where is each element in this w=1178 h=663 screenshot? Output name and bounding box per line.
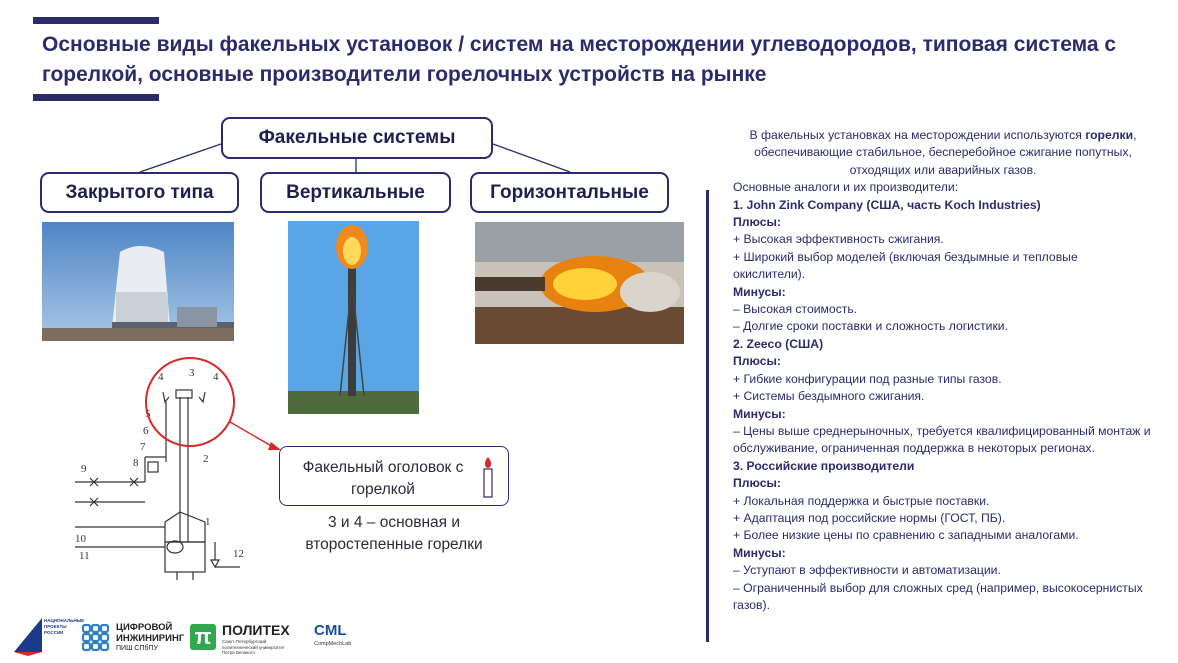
diagram-label-4-right: 4 <box>213 371 219 383</box>
flare-systems-label: Факельные системы <box>258 127 456 148</box>
m1-plus-heading: Плюсы: <box>733 215 781 230</box>
flame-icon <box>480 455 496 499</box>
digital-engineering-logo <box>82 622 185 658</box>
diagram-label-5: 5 <box>145 408 151 420</box>
digital-engineering-line1: ЦИФРОВОЙ <box>116 622 173 633</box>
diagram-label-3: 3 <box>189 367 195 379</box>
national-projects-text: НАЦИОНАЛЬНЫЕ ПРОЕКТЫ РОССИИ <box>44 618 85 635</box>
m1-plus-2: + Широкий выбор моделей (включая бездымные и тепловые окислители). <box>733 249 1078 282</box>
enclosed-flare-photo <box>42 222 234 341</box>
diagram-label-11: 11 <box>79 550 90 562</box>
vertical-box <box>260 172 451 213</box>
m3-minus-1: – Уступают в эффективности и автоматизации. <box>733 563 1001 578</box>
polytech-pi-icon: π <box>190 624 216 650</box>
intro-text-start: В факельных установках на месторождении используются <box>749 128 1086 142</box>
m3-plus-3: + Более низкие цены по сравнению с западными аналогами. <box>733 528 1079 543</box>
vertical-label: Вертикальные <box>286 181 425 203</box>
cml-name: CML <box>314 622 347 639</box>
m3-plus-1: + Локальная поддержка и быстрые поставки. <box>733 493 990 508</box>
m3-minus-heading: Минусы: <box>733 545 786 560</box>
digital-engineering-line2: ИНЖИНИРИНГ <box>116 633 185 644</box>
cml-logo <box>312 622 362 658</box>
callout-text: Факельный оголовок с горелкой <box>302 459 464 498</box>
m1-minus-1: – Высокая стоимость. <box>733 302 858 317</box>
diagram-label-6: 6 <box>143 425 149 437</box>
diagram-label-10: 10 <box>75 533 86 545</box>
intro-text-end: , обеспечивающие стабильное, бесперебойное сжигание попутных, отходящих или аварийных газов. <box>754 128 1137 177</box>
national-projects-logo <box>12 612 85 658</box>
m2-plus-1: + Гибкие конфигурации под разные типы газов. <box>733 371 1002 386</box>
manufacturer-3-heading: 3. Российские производители <box>733 458 915 473</box>
closed-type-box <box>40 172 239 213</box>
m1-plus-1: + Высокая эффективность сжигания. <box>733 232 944 247</box>
manufacturer-1-heading: 1. John Zink Company (США, часть Koch Industries) <box>733 197 1041 212</box>
polytech-subtitle: Санкт-Петербургский политехнический университет Петра Великого <box>222 639 285 655</box>
intro-paragraph <box>733 127 1153 179</box>
m3-plus-heading: Плюсы: <box>733 476 781 491</box>
flare-systems-box <box>221 117 493 159</box>
m2-minus-1: – Цены выше среднерыночных, требуется квалифицированный монтаж и обслуживание, ограниченная поддержка в некоторых регионах. <box>733 423 1151 456</box>
m2-plus-2: + Системы бездымного сжигания. <box>733 389 925 404</box>
diagram-label-7: 7 <box>140 441 146 453</box>
intro-text-bold: горелки <box>1085 128 1134 142</box>
diagram-label-12: 12 <box>233 548 244 560</box>
diagram-label-1: 1 <box>205 516 211 528</box>
flare-head-callout <box>279 446 509 506</box>
cml-subtitle: CompMechLab <box>314 641 352 647</box>
horizontal-label: Горизонтальные <box>490 181 649 203</box>
horizontal-flare-photo <box>475 222 684 344</box>
right-panel-divider <box>706 190 709 642</box>
digital-engineering-line3: ПИШ СПбПУ <box>116 645 158 652</box>
m2-minus-heading: Минусы: <box>733 406 786 421</box>
analogs-heading: Основные аналоги и их производители: <box>733 180 959 195</box>
diagram-label-9: 9 <box>81 463 87 475</box>
burner-info-panel <box>733 127 1153 614</box>
polytech-name: ПОЛИТЕХ <box>222 622 290 638</box>
m3-plus-2: + Адаптация под российские нормы (ГОСТ, ПБ). <box>733 510 1006 525</box>
m1-minus-heading: Минусы: <box>733 284 786 299</box>
m2-plus-heading: Плюсы: <box>733 354 781 369</box>
page-title: Основные виды факельных установок / систем на месторождении углеводородов, типовая система с горелкой, основные производители горелочных устройств на рынке <box>42 33 1117 86</box>
m1-minus-2: – Долгие сроки поставки и сложность логистики. <box>733 319 1009 334</box>
m3-minus-2: – Ограниченный выбор для сложных сред (например, высокосернистых газов). <box>733 580 1143 612</box>
diagram-label-4-left: 4 <box>158 371 164 383</box>
burners-note: 3 и 4 – основная и второстепенные горелки <box>305 514 483 553</box>
closed-type-label: Закрытого типа <box>65 181 214 203</box>
manufacturer-2-heading: 2. Zeeco (США) <box>733 336 824 351</box>
diagram-label-8: 8 <box>133 457 139 469</box>
diagram-label-2: 2 <box>203 453 209 465</box>
horizontal-box <box>470 172 669 213</box>
polytech-logo <box>190 622 300 658</box>
